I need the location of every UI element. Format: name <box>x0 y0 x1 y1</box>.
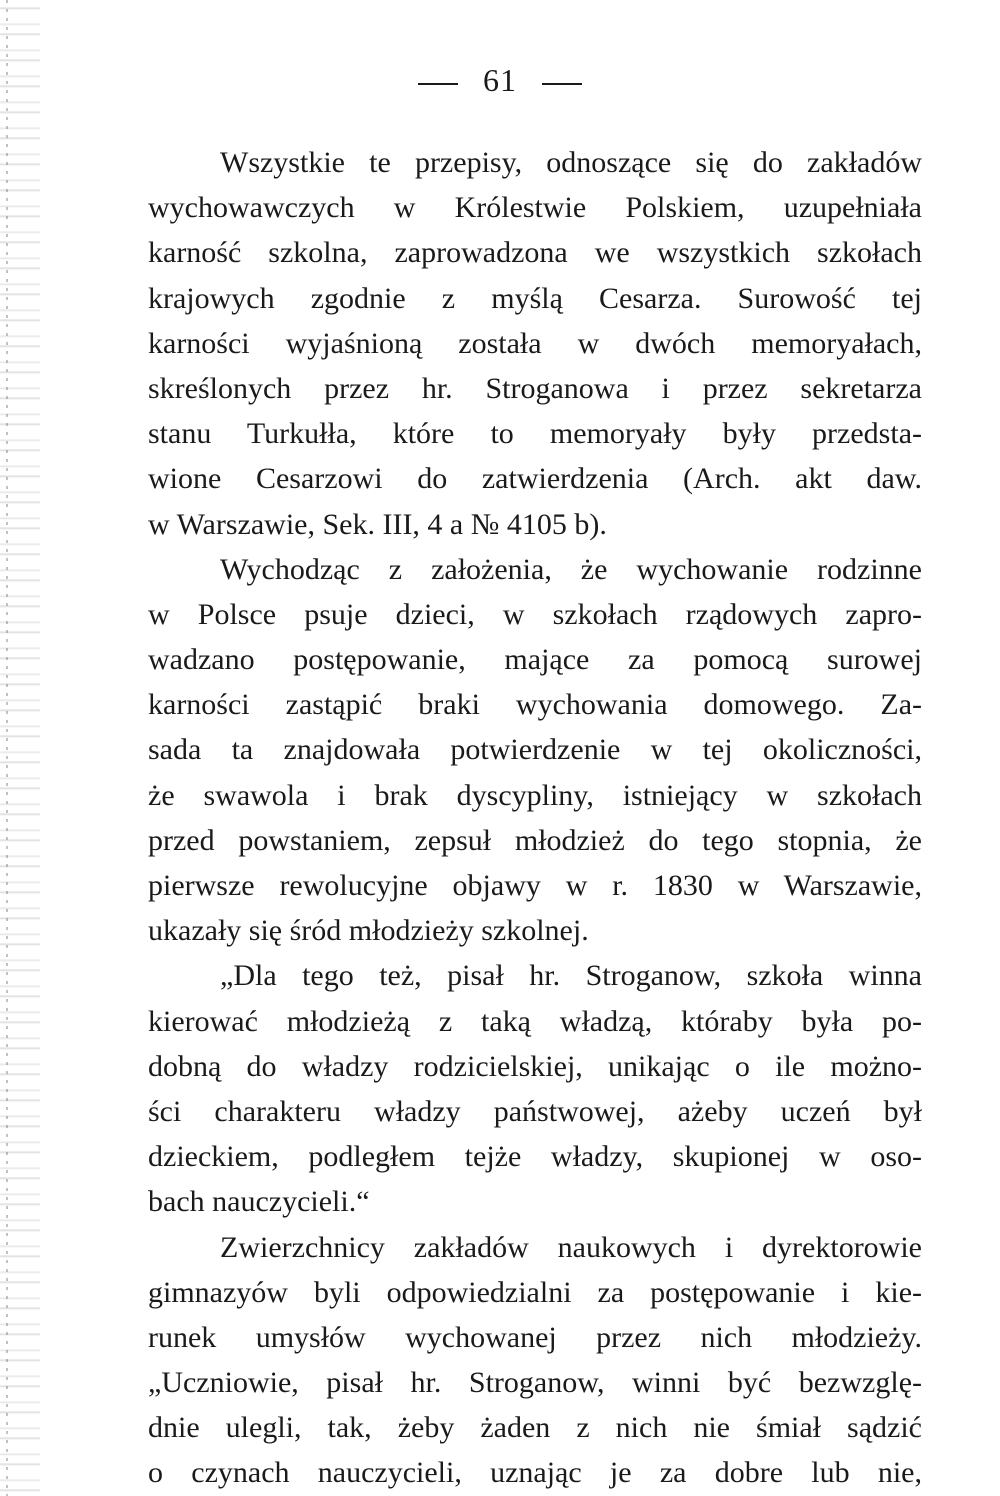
text-line: że swawola i brak dyscypliny, istniejący w szkołach <box>148 778 922 812</box>
text-line: dobną do władzy rodzicielskiej, unikając o ile możno- <box>148 1049 922 1083</box>
header-dash-right <box>542 83 582 85</box>
page-header <box>0 62 1000 99</box>
text-line: karności zastąpić braki wychowania domowego. Za- <box>148 688 922 722</box>
text-line: Wszystkie te przepisy, odnoszące się do zakładów <box>220 146 922 179</box>
text-line: w Warszawie, Sek. III, 4 a № 4105 b). <box>148 507 607 541</box>
text-line: kierować młodzieżą z taką władzą, któraby była po- <box>148 1004 922 1038</box>
header-dash-left <box>418 83 458 85</box>
text-line: Wychodząc z założenia, że wychowanie rodzinne <box>220 552 922 586</box>
text-line: dnie ulegli, tak, żeby żaden z nich nie śmiał sądzić <box>148 1411 922 1445</box>
text-line: karność szkolna, zaprowadzona we wszystkich szkołach <box>148 236 922 270</box>
text-line: dzieckiem, podległem tejże władzy, skupionej w oso- <box>148 1140 922 1174</box>
text-line: Zwierzchnicy zakładów naukowych i dyrektorowie <box>220 1230 922 1264</box>
text-line: pierwsze rewolucyjne objawy w r. 1830 w Warszawie, <box>148 869 922 902</box>
text-line: skreślonych przez hr. Stroganowa i przez sekretarza <box>148 371 922 405</box>
binding-edge-line <box>6 0 8 1496</box>
text-line: „Uczniowie, pisał hr. Stroganow, winni być bezwzglę- <box>148 1366 922 1400</box>
text-line: ukazały się śród młodzieży szkolnej. <box>148 914 589 948</box>
text-line: ści charakteru władzy państwowej, ażeby uczeń był <box>148 1094 922 1128</box>
text-line: „Dla tego też, pisał hr. Stroganow, szkoła winna <box>220 959 922 993</box>
body-text <box>148 140 922 1496</box>
text-line: w Polsce psuje dzieci, w szkołach rządowych zapro- <box>148 597 922 631</box>
text-line: stanu Turkułła, które to memoryały były przedsta- <box>148 417 922 451</box>
text-line: wadzano postępowanie, mające za pomocą surowej <box>148 643 922 677</box>
text-line: przed powstaniem, zepsuł młodzież do tego stopnia, że <box>148 823 922 857</box>
text-line: bach nauczycieli.“ <box>148 1185 370 1219</box>
text-line: o czynach nauczycieli, uznając je za dobre lub nie, <box>148 1456 922 1490</box>
page-number: 61 <box>483 62 517 98</box>
text-line: sada ta znajdowała potwierdzenie w tej okoliczności, <box>148 733 922 767</box>
text-line: wychowawczych w Królestwie Polskiem, uzupełniała <box>148 191 922 225</box>
text-line: gimnazyów byli odpowiedzialni za postępowanie i kie- <box>148 1275 922 1309</box>
text-line: wione Cesarzowi do zatwierdzenia (Arch. akt daw. <box>148 462 922 496</box>
text-line: krajowych zgodnie z myślą Cesarza. Surowość tej <box>148 281 922 315</box>
text-line: karności wyjaśnioną została w dwóch memoryałach, <box>148 326 922 360</box>
text-line: runek umysłów wychowanej przez nich młodzieży. <box>148 1320 922 1354</box>
